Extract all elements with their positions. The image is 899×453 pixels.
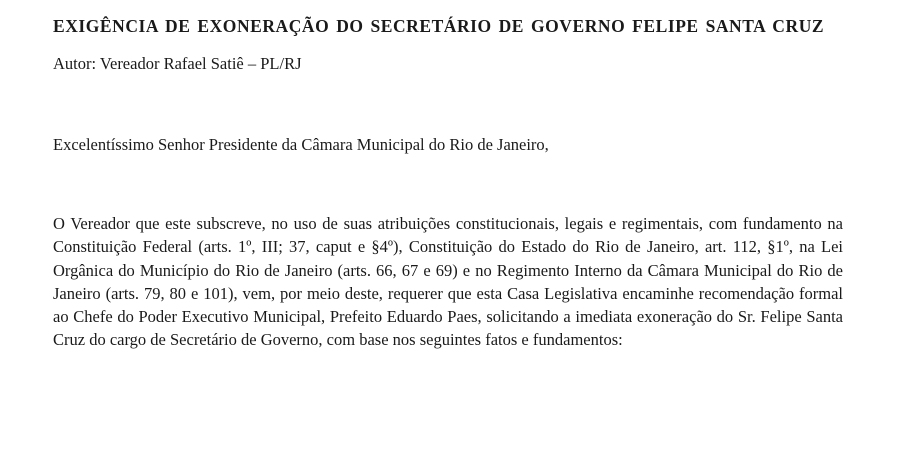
document-page [53, 0, 843, 352]
body-paragraph: O Vereador que este subscreve, no uso de suas atribuições constitucionais, legais e regimentais, com fundamento na Constituição Federal (arts. 1º, III; 37, caput e §4º), Constituição do Estado do Rio de Janeiro, art. 112, §1º, na Lei Orgânica do Município do Rio de Janeiro (arts. 66, 67 e 69) e no Regimento Interno da Câmara Municipal do Rio de Janeiro (arts. 79, 80 e 101), vem, por meio deste, requerer que esta Casa Legislativa encaminhe recomendação formal ao Chefe do Poder Executivo Municipal, Prefeito Eduardo Paes, solicitando a imediata exoneração do Sr. Felipe Santa Cruz do cargo de Secretário de Governo, com base nos seguintes fatos e fundamentos: [53, 214, 843, 350]
salutation: Excelentíssimo Senhor Presidente da Câmara Municipal do Rio de Janeiro, [53, 135, 549, 154]
document-author: Autor: Vereador Rafael Satiê – PL/RJ [53, 54, 302, 73]
document-title: EXIGÊNCIA DE EXONERAÇÃO DO SECRETÁRIO DE GOVERNO FELIPE SANTA CRUZ [53, 16, 825, 36]
